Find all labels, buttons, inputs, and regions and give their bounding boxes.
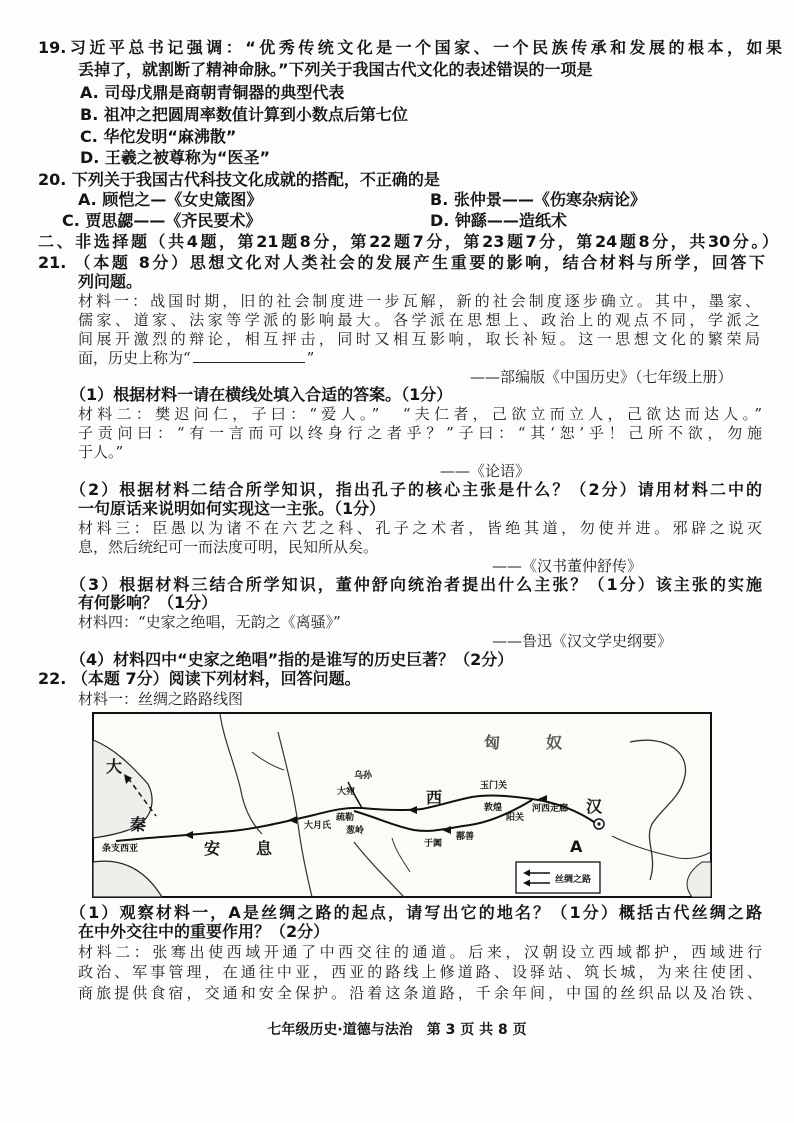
q21-material1-source: ——部编版《中国历史》（七年级上册）: [470, 368, 733, 386]
map-label-nu: 奴: [546, 733, 563, 752]
q20-option-b: B. 张仲景——《伤寒杂病论》: [430, 190, 646, 209]
map-label-han: 汉: [586, 797, 603, 816]
q21-material1-line4-prefix: 面，历史上称为“: [78, 349, 191, 367]
q22-material2-line2: 政治、军事管理，在通往中亚，西亚的路线上修道路、设驿站、筑长城，为来往使团、: [78, 963, 762, 981]
q21-stem-line1: 21. （本题 8分）思想文化对人类社会的发展产生重要的影响，结合材料与所学，回答下: [38, 253, 765, 272]
q20-option-a: A. 顾恺之—《女史箴图》: [78, 190, 263, 209]
q19-option-d: D. 王羲之被尊称为“医圣”: [80, 148, 270, 167]
map-label-a: A: [570, 837, 583, 856]
map-legend: [516, 862, 600, 893]
map-label-dayuezhi: 大月氏: [304, 821, 332, 831]
silk-road-map: [92, 712, 712, 898]
map-label-xiyu: 西: [426, 788, 443, 807]
q19-option-a: A. 司母戊鼎是商朝青铜器的典型代表: [80, 83, 345, 102]
q22-material2-line1: 材料二：张骞出使西域开通了中西交往的通道。后来，汉朝设立西域都护，西域进行: [78, 943, 762, 961]
q19-stem-line2: 丢掉了，就割断了精神命脉。”下列关于我国古代文化的表述错误的一项是: [78, 60, 593, 79]
map-label-yumenguan: 玉门关: [480, 781, 508, 791]
q21-material1-line4-suffix: ”: [306, 349, 315, 367]
map-label-hexi: 河西走廊: [532, 804, 569, 814]
map-label-yangguan: 阳关: [506, 813, 525, 823]
q21-material1-line3: 间展开激烈的辩论，相互抨击，同时又相互影响，取长补短。这一思想文化的繁荣局: [78, 330, 760, 348]
q21-material2-line3: 于人。”: [78, 443, 124, 461]
answer-blank: [193, 349, 305, 363]
q21-material3-line1: 材料三：臣愚以为诸不在六艺之科、孔子之术者，皆绝其道，勿使并进。邪辟之说灭: [78, 519, 762, 537]
q21-material2-line1: 材料二：樊迟问仁，子曰：“爱人。” “夫仁者，己欲立而立人，己欲达而达人。”: [78, 405, 762, 423]
q21-material1-line4: [78, 348, 578, 368]
q21-sub2-line2: 一句原话来说明如何实现这一主张。（1分）: [78, 499, 386, 518]
map-legend-label: 丝绸之路: [555, 875, 592, 885]
q22-sub1-line1: （1）观察材料一，A是丝绸之路的起点，请写出它的地名？（1分）概括古代丝绸之路: [70, 903, 762, 922]
map-label-shule: 疏勒: [336, 813, 355, 823]
map-frame: [93, 713, 711, 897]
map-label-an: 安: [204, 839, 221, 858]
map-label-yutian: 于阗: [424, 839, 443, 849]
q21-material2-line2: 子贡问曰：“有一言而可以终身行之者乎？”子曰：“其‘恕’乎！己所不欲，勿施: [78, 424, 762, 442]
map-label-congling: 葱岭: [346, 826, 365, 836]
q19-option-b: B. 祖冲之把圆周率数值计算到小数点后第七位: [80, 105, 408, 124]
map-label-dawan: 大宛: [337, 787, 356, 797]
q22-sub1-line2: 在中外交往中的重要作用？（2分）: [78, 922, 330, 941]
q22-material2-line3: 商旅提供食宿，交通和安全保护。沿着这条道路，千余年间，中国的丝织品以及冶铁、: [78, 984, 762, 1002]
q21-sub3-line1: （3）根据材料三结合所学知识，董仲舒向统治者提出什么主张？（1分）该主张的实施: [70, 575, 762, 594]
silk-road-map-svg: [92, 712, 712, 898]
q21-material1-line1: 材料一：战国时期，旧的社会制度进一步瓦解，新的社会制度逐步确立。其中，墨家、: [78, 292, 760, 310]
q21-sub2-line1: （2）根据材料二结合所学知识，指出孔子的核心主张是什么？（2分）请用材料二中的: [70, 480, 762, 499]
q22-material1-title: 材料一：丝绸之路路线图: [78, 690, 244, 708]
q21-material3-source: ——《汉书董仲舒传》: [492, 557, 643, 575]
q20-option-c: C. 贾思勰——《齐民要术》: [62, 211, 262, 230]
map-label-qin: 秦: [130, 815, 147, 834]
map-label-da: 大: [106, 757, 123, 776]
q22-stem: 22. （本题 7分）阅读下列材料，回答问题。: [38, 669, 361, 688]
q21-stem-line2: 列问题。: [78, 272, 143, 291]
q21-material4: 材料四：“史家之绝唱，无韵之《离骚》”: [78, 613, 341, 631]
map-label-tiaozhi: 条支西亚: [102, 844, 139, 854]
q21-material1-line2: 儒家、道家、法家等学派的影响最大。各学派在思想上、政治上的观点不同，学派之: [78, 311, 760, 329]
q19-stem-line1: 19.习近平总书记强调：“优秀传统文化是一个国家、一个民族传承和发展的根本，如果: [38, 38, 782, 57]
map-label-dunhuang: 敦煌: [484, 803, 503, 813]
q21-sub1: （1）根据材料一请在横线处填入合适的答案。（1分）: [70, 385, 453, 404]
q21-material2-source: ——《论语》: [440, 462, 531, 480]
map-label-shanshan: 鄯善: [456, 832, 475, 842]
q21-sub4: （4）材料四中“史家之绝唱”指的是谁写的历史巨著？（2分）: [70, 650, 514, 669]
map-label-xi: 息: [256, 839, 273, 858]
map-label-wusun: 乌孙: [354, 771, 373, 781]
changan-marker-dot: [597, 822, 600, 825]
section2-heading: 二、非选择题（共4题，第21题8分，第22题7分，第23题7分，第24题8分，共30分。）: [38, 232, 778, 251]
map-label-xiong: 匈: [484, 733, 501, 752]
q21-material3-line2: 息，然后统纪可一而法度可明，民知所从矣。: [78, 538, 379, 556]
q20-stem: 20. 下列关于我国古代科技文化成就的搭配，不正确的是: [38, 170, 440, 189]
q21-sub3-line2: 有何影响？（1分）: [78, 593, 218, 612]
q20-option-d: D. 钟繇——造纸术: [430, 211, 567, 230]
page-footer: 七年级历史·道德与法治 第 3 页 共 8 页: [267, 1022, 527, 1038]
q19-option-c: C. 华佗发明“麻沸散”: [80, 127, 237, 146]
q21-material4-source: ——鲁迅《汉文学史纲要》: [492, 632, 673, 650]
